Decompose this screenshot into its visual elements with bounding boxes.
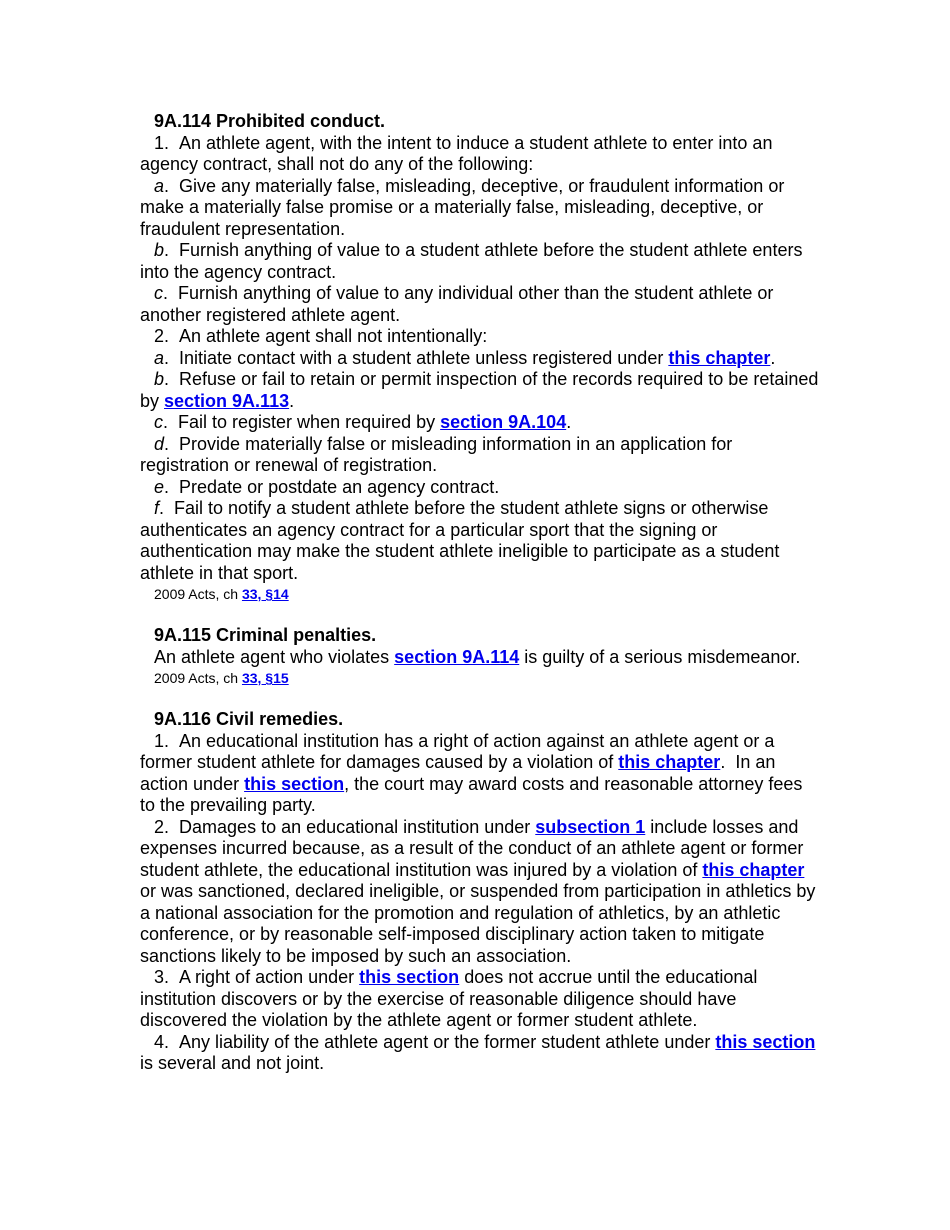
link-section-9a113[interactable]: section 9A.113 (164, 390, 290, 411)
item-letter: a (154, 175, 165, 196)
link-subsection-1[interactable]: subsection 1 (535, 816, 646, 837)
paragraph-text: include losses and expenses incurred because, as a result of the conduct of an athlete agent or former student athlete, the educational institution was injured by a violation of (140, 816, 804, 880)
section-spacer (140, 604, 820, 625)
paragraph-text: is several and not joint. (140, 1053, 325, 1073)
paragraph-9a116-2 (140, 817, 820, 968)
paragraph-text: is guilty of a serious misdemeanor. (519, 646, 801, 667)
paragraph-text: Refuse or fail to retain or permit inspection of the records required to be retained by (140, 369, 819, 411)
paragraph-text: A right of action under (179, 967, 360, 987)
link-this-chapter[interactable]: this chapter (618, 752, 721, 772)
section-title-9a115: 9A.115 Criminal penalties. (154, 625, 377, 645)
paragraph-text: Fail to notify a student athlete before the student athlete signs or otherwise authenticates an agency contract for a particular sport that the signing or authentication may make the student athlete ineligible to participate as a student athlete in that sport. (140, 498, 780, 583)
paragraph-9a116-1 (140, 731, 820, 817)
link-this-chapter[interactable]: this chapter (702, 859, 805, 880)
paragraph-9a114-2 (140, 326, 820, 348)
paragraph-9a114-1a: a. Give any materially false, misleading, deceptive, or fraudulent information or make a materially false promise or a materially false, misleading, deceptive, or fraudulent representation. (140, 175, 785, 239)
paragraph-text: . (770, 347, 776, 368)
paragraph-9a115 (140, 647, 820, 669)
link-acts-33-14[interactable]: 33, §14 (241, 586, 289, 602)
paragraph-number: 1. (154, 730, 170, 751)
item-letter: c (154, 412, 163, 432)
document-page (140, 111, 820, 1075)
link-this-section[interactable]: this section (244, 773, 345, 794)
link-acts-33-15[interactable]: 33, §15 (241, 670, 289, 686)
paragraph-9a114-1 (140, 133, 820, 176)
item-letter: e (154, 476, 165, 497)
paragraph-text: An athlete agent, with the intent to induce a student athlete to enter into an agency contract, shall not do any of the following: (140, 132, 773, 174)
link-this-chapter[interactable]: this chapter (668, 347, 771, 368)
section-title-9a114: 9A.114 Prohibited conduct. (154, 111, 386, 131)
paragraph-9a114-1b: b. Furnish anything of value to a student athlete before the student athlete enters into the agency contract. (140, 240, 803, 282)
paragraph-text: Damages to an educational institution under (179, 816, 536, 837)
item-letter: d (154, 433, 165, 454)
paragraph-text: Fail to register when required by (178, 412, 441, 432)
item-letter: c (154, 283, 163, 303)
history-text: 2009 Acts, ch (154, 670, 242, 686)
paragraph-9a116-3 (140, 967, 820, 1032)
item-letter: b (154, 369, 165, 389)
paragraph-9a114-2f: f. Fail to notify a student athlete before the student athlete signs or otherwise authenticates an agency contract for a particular sport that the signing or authentication may make the student athlete ineligible to participate as a student athlete in that sport. (140, 498, 780, 583)
paragraph-text: An athlete agent shall not intentionally: (179, 326, 488, 346)
paragraph-text: Furnish anything of value to any individual other than the student athlete or another registered athlete agent. (140, 283, 774, 325)
paragraph-text: Provide materially false or misleading information in an application for registration or renewal of registration. (140, 433, 733, 475)
paragraph-text: Any liability of the athlete agent or the former student athlete under (179, 1031, 716, 1052)
link-this-section[interactable]: this section (715, 1031, 816, 1052)
item-letter: a (154, 347, 165, 368)
paragraph-text: . In an action under (140, 752, 781, 794)
paragraph-text: Predate or postdate an agency contract. (179, 476, 500, 497)
paragraph-number: 4. (154, 1031, 170, 1052)
paragraph-text: Give any materially false, misleading, deceptive, or fraudulent information or make a materially false promise or a materially false, misleading, deceptive, or fraudulent representation. (140, 175, 785, 239)
item-letter: b (154, 240, 165, 260)
paragraph-9a114-2b: b. Refuse or fail to retain or permit inspection of the records required to be retained by section 9A.113. (140, 369, 819, 411)
paragraph-number: 2. (154, 816, 170, 837)
paragraph-text: Furnish anything of value to a student athlete before the student athlete enters into the agency contract. (140, 240, 803, 282)
link-section-9a104[interactable]: section 9A.104 (440, 412, 567, 432)
paragraph-9a114-2a: a. Initiate contact with a student athlete unless registered under this chapter. (154, 347, 776, 368)
history-note-9a115 (140, 668, 820, 688)
paragraph-text: . (289, 390, 295, 411)
paragraph-text: does not accrue until the educational institution discovers or by the exercise of reasonable diligence should have discovered the violation by the athlete agent or former student athlete. (140, 967, 758, 1030)
paragraph-9a114-2c: c. Fail to register when required by section 9A.104. (154, 412, 572, 432)
paragraph-text: An educational institution has a right of action against an athlete agent or a former student athlete for damages caused by a violation of (140, 730, 775, 772)
paragraph-9a114-1c: c. Furnish anything of value to any individual other than the student athlete or another registered athlete agent. (140, 283, 774, 325)
paragraph-text: . (566, 412, 572, 432)
history-text: 2009 Acts, ch (154, 586, 242, 602)
paragraph-text: or was sanctioned, declared ineligible, or suspended from participation in athletics by a national association for the promotion and regulation of athletics, by an athletic conference, or by reasonable self-imposed disciplinary action taken to mitigate sanctions likely to be imposed by such an association. (140, 881, 816, 966)
paragraph-number: 3. (154, 967, 170, 987)
paragraph-text: , the court may award costs and reasonable attorney fees to the prevailing party. (140, 773, 803, 815)
paragraph-number: 1. (154, 132, 170, 153)
paragraph-text: Initiate contact with a student athlete unless registered under (179, 347, 669, 368)
paragraph-9a114-2d: d. Provide materially false or misleading information in an application for registration or renewal of registration. (140, 433, 733, 475)
history-note-9a114 (140, 584, 820, 604)
item-letter: f (154, 498, 160, 518)
section-title-9a116: 9A.116 Civil remedies. (154, 709, 344, 729)
paragraph-9a114-2e: e. Predate or postdate an agency contract. (154, 476, 500, 497)
paragraph-text: An athlete agent who violates (154, 646, 395, 667)
section-spacer (140, 688, 820, 709)
paragraph-9a116-4 (140, 1032, 820, 1075)
link-section-9a114[interactable]: section 9A.114 (394, 646, 520, 667)
paragraph-number: 2. (154, 326, 170, 346)
link-this-section[interactable]: this section (359, 967, 460, 987)
